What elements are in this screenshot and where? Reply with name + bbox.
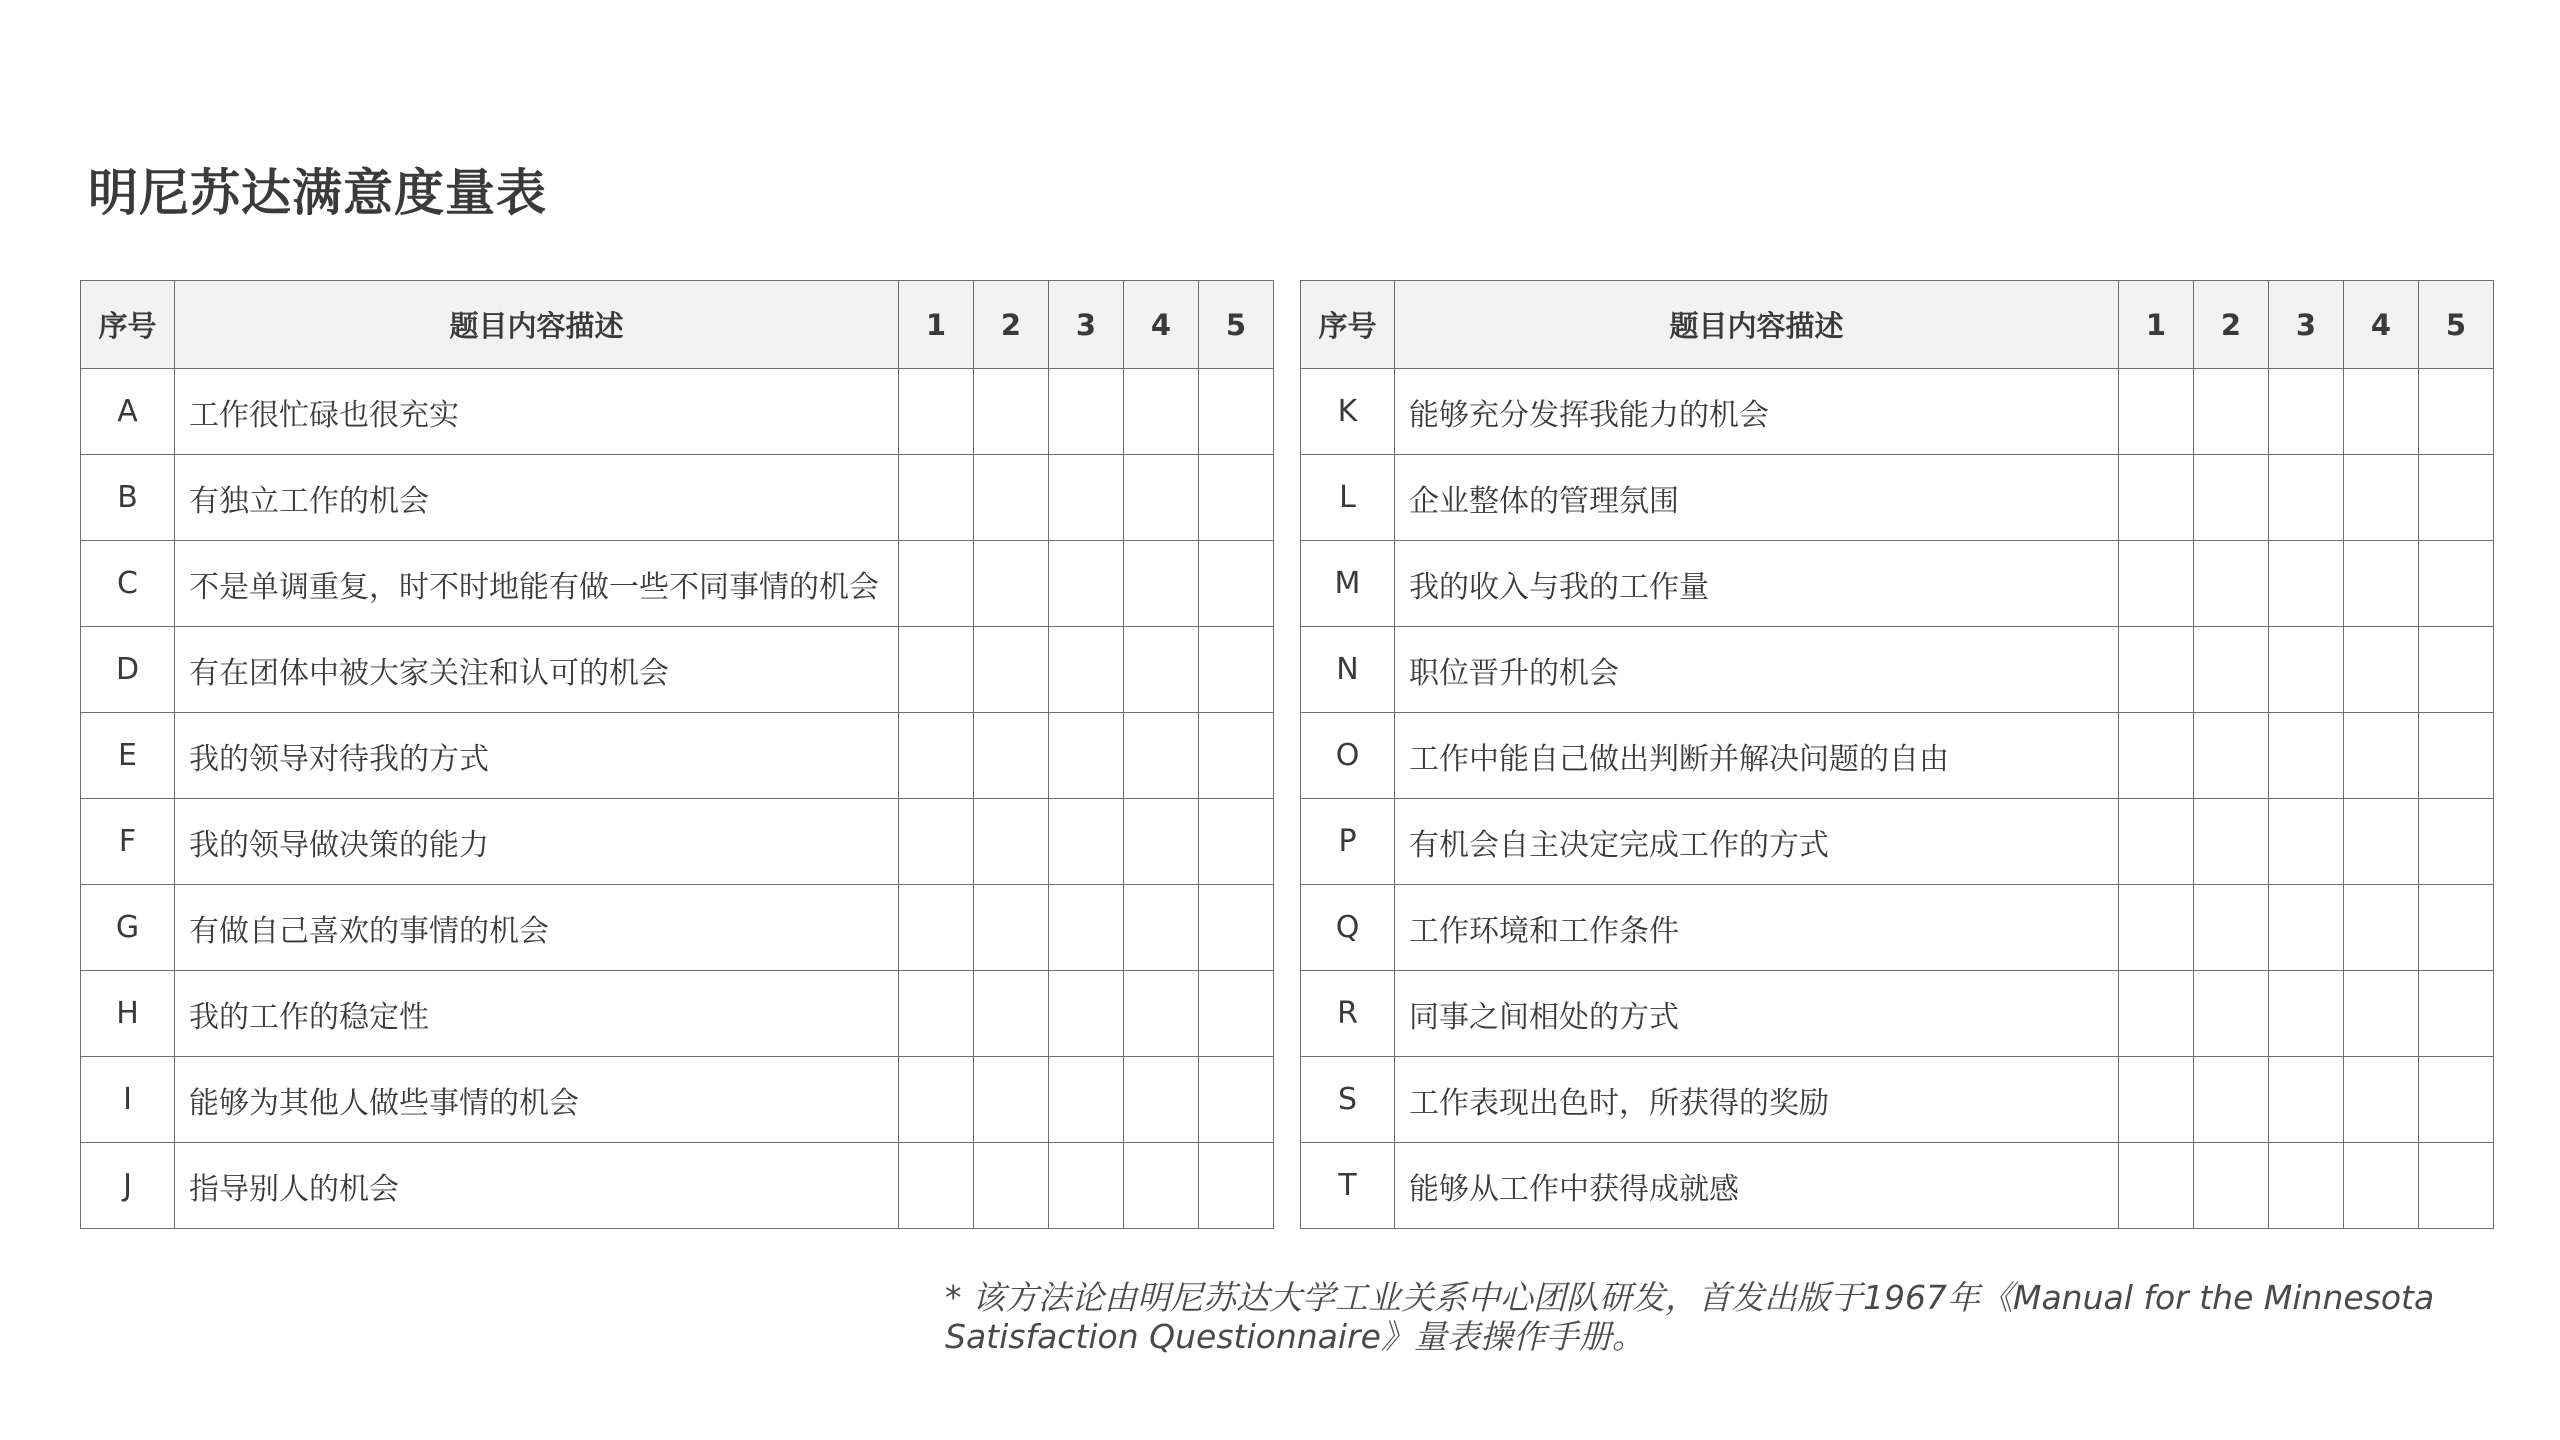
- score-cell-4[interactable]: [2344, 1143, 2419, 1229]
- table-row: [81, 1143, 1274, 1229]
- score-cell-1[interactable]: [899, 971, 974, 1057]
- score-cell-4[interactable]: [2344, 885, 2419, 971]
- item-id: L: [1301, 455, 1395, 541]
- score-cell-3[interactable]: [2269, 799, 2344, 885]
- score-cell-5[interactable]: [2419, 369, 2494, 455]
- score-cell-5[interactable]: [1199, 1143, 1274, 1229]
- item-id: B: [81, 455, 175, 541]
- score-cell-2[interactable]: [974, 369, 1049, 455]
- score-cell-1[interactable]: [899, 1143, 974, 1229]
- score-cell-5[interactable]: [1199, 713, 1274, 799]
- item-description: 工作环境和工作条件: [1395, 885, 2119, 971]
- score-cell-1[interactable]: [2119, 369, 2194, 455]
- item-description: 有机会自主决定完成工作的方式: [1395, 799, 2119, 885]
- score-cell-5[interactable]: [2419, 799, 2494, 885]
- item-description: 我的领导做决策的能力: [175, 799, 899, 885]
- item-id: D: [81, 627, 175, 713]
- score-cell-4[interactable]: [1124, 1057, 1199, 1143]
- score-cell-4[interactable]: [2344, 455, 2419, 541]
- score-cell-4[interactable]: [1124, 971, 1199, 1057]
- score-cell-3[interactable]: [2269, 1057, 2344, 1143]
- item-id: J: [81, 1143, 175, 1229]
- item-description: 同事之间相处的方式: [1395, 971, 2119, 1057]
- score-cell-5[interactable]: [2419, 627, 2494, 713]
- score-cell-5[interactable]: [1199, 627, 1274, 713]
- score-cell-2[interactable]: [2194, 971, 2269, 1057]
- score-cell-1[interactable]: [899, 713, 974, 799]
- score-cell-3[interactable]: [2269, 541, 2344, 627]
- item-description: 能够为其他人做些事情的机会: [175, 1057, 899, 1143]
- score-cell-2[interactable]: [974, 1057, 1049, 1143]
- table-row: [81, 971, 1274, 1057]
- score-cell-4[interactable]: [2344, 971, 2419, 1057]
- header-id: 序号: [1301, 281, 1395, 369]
- table-row: [81, 541, 1274, 627]
- footnote-line-1: * 该方法论由明尼苏达大学工业关系中心团队研发，首发出版于1967年《Manual for the Minnesota: [945, 1278, 2435, 1317]
- score-cell-1[interactable]: [2119, 455, 2194, 541]
- item-id: A: [81, 369, 175, 455]
- score-cell-5[interactable]: [1199, 799, 1274, 885]
- table-row: [81, 455, 1274, 541]
- item-description: 有独立工作的机会: [175, 455, 899, 541]
- score-cell-3[interactable]: [1049, 627, 1124, 713]
- header-score-5: 5: [2419, 281, 2494, 369]
- table-row: [1301, 627, 2494, 713]
- score-cell-3[interactable]: [2269, 1143, 2344, 1229]
- table-row: [1301, 713, 2494, 799]
- score-cell-1[interactable]: [2119, 541, 2194, 627]
- item-description: 工作表现出色时，所获得的奖励: [1395, 1057, 2119, 1143]
- header-score-5: 5: [1199, 281, 1274, 369]
- score-cell-1[interactable]: [2119, 713, 2194, 799]
- item-id: M: [1301, 541, 1395, 627]
- score-cell-1[interactable]: [2119, 799, 2194, 885]
- item-description: 职位晋升的机会: [1395, 627, 2119, 713]
- score-cell-1[interactable]: [899, 799, 974, 885]
- header-score-2: 2: [974, 281, 1049, 369]
- score-cell-5[interactable]: [1199, 971, 1274, 1057]
- table-row: [1301, 885, 2494, 971]
- table-row: [81, 1057, 1274, 1143]
- table-row: [1301, 455, 2494, 541]
- score-cell-1[interactable]: [2119, 1057, 2194, 1143]
- score-cell-3[interactable]: [1049, 541, 1124, 627]
- score-cell-2[interactable]: [2194, 713, 2269, 799]
- score-cell-2[interactable]: [974, 971, 1049, 1057]
- score-cell-2[interactable]: [974, 799, 1049, 885]
- score-cell-3[interactable]: [1049, 1057, 1124, 1143]
- score-cell-2[interactable]: [974, 541, 1049, 627]
- score-cell-4[interactable]: [1124, 455, 1199, 541]
- score-cell-2[interactable]: [2194, 885, 2269, 971]
- score-cell-2[interactable]: [2194, 799, 2269, 885]
- item-description: 指导别人的机会: [175, 1143, 899, 1229]
- score-cell-1[interactable]: [2119, 885, 2194, 971]
- item-description: 我的工作的稳定性: [175, 971, 899, 1057]
- header-desc: 题目内容描述: [1395, 281, 2119, 369]
- table-row: [1301, 799, 2494, 885]
- score-cell-1[interactable]: [899, 369, 974, 455]
- score-cell-4[interactable]: [2344, 541, 2419, 627]
- item-description: 我的收入与我的工作量: [1395, 541, 2119, 627]
- item-id: G: [81, 885, 175, 971]
- item-id: Q: [1301, 885, 1395, 971]
- item-description: 能够充分发挥我能力的机会: [1395, 369, 2119, 455]
- item-description: 企业整体的管理氛围: [1395, 455, 2119, 541]
- score-cell-5[interactable]: [2419, 713, 2494, 799]
- footnote: [945, 1278, 2445, 1356]
- score-cell-4[interactable]: [2344, 799, 2419, 885]
- survey-table-right: [1300, 280, 2494, 1229]
- item-description: 工作中能自己做出判断并解决问题的自由: [1395, 713, 2119, 799]
- score-cell-2[interactable]: [2194, 1057, 2269, 1143]
- score-cell-2[interactable]: [2194, 1143, 2269, 1229]
- score-cell-4[interactable]: [2344, 627, 2419, 713]
- score-cell-4[interactable]: [2344, 713, 2419, 799]
- table-row: [1301, 369, 2494, 455]
- score-cell-1[interactable]: [899, 541, 974, 627]
- score-cell-3[interactable]: [2269, 971, 2344, 1057]
- item-id: I: [81, 1057, 175, 1143]
- item-id: K: [1301, 369, 1395, 455]
- score-cell-3[interactable]: [1049, 799, 1124, 885]
- item-description: 工作很忙碌也很充实: [175, 369, 899, 455]
- score-cell-1[interactable]: [899, 627, 974, 713]
- header-score-4: 4: [1124, 281, 1199, 369]
- score-cell-5[interactable]: [2419, 541, 2494, 627]
- table-row: [1301, 971, 2494, 1057]
- score-cell-4[interactable]: [1124, 369, 1199, 455]
- score-cell-5[interactable]: [2419, 1143, 2494, 1229]
- score-cell-3[interactable]: [1049, 369, 1124, 455]
- score-cell-5[interactable]: [2419, 1057, 2494, 1143]
- item-id: R: [1301, 971, 1395, 1057]
- score-cell-5[interactable]: [1199, 369, 1274, 455]
- table-row: [81, 713, 1274, 799]
- footnote-line-2: Satisfaction Questionnaire》量表操作手册。: [945, 1317, 1645, 1356]
- score-cell-4[interactable]: [1124, 541, 1199, 627]
- table-row: [1301, 1057, 2494, 1143]
- table-row: [81, 885, 1274, 971]
- item-id: P: [1301, 799, 1395, 885]
- score-cell-1[interactable]: [2119, 971, 2194, 1057]
- table-header-row: [1301, 281, 2494, 369]
- item-id: S: [1301, 1057, 1395, 1143]
- score-cell-3[interactable]: [1049, 971, 1124, 1057]
- score-cell-3[interactable]: [1049, 455, 1124, 541]
- score-cell-1[interactable]: [899, 455, 974, 541]
- page-title: 明尼苏达满意度量表: [88, 164, 547, 222]
- score-cell-3[interactable]: [1049, 885, 1124, 971]
- score-cell-5[interactable]: [1199, 541, 1274, 627]
- item-id: H: [81, 971, 175, 1057]
- score-cell-2[interactable]: [974, 627, 1049, 713]
- score-cell-4[interactable]: [1124, 1143, 1199, 1229]
- header-score-2: 2: [2194, 281, 2269, 369]
- score-cell-1[interactable]: [2119, 627, 2194, 713]
- score-cell-3[interactable]: [2269, 369, 2344, 455]
- score-cell-4[interactable]: [2344, 369, 2419, 455]
- score-cell-3[interactable]: [1049, 1143, 1124, 1229]
- score-cell-3[interactable]: [2269, 885, 2344, 971]
- score-cell-5[interactable]: [2419, 971, 2494, 1057]
- score-cell-4[interactable]: [1124, 713, 1199, 799]
- score-cell-5[interactable]: [1199, 455, 1274, 541]
- item-id: F: [81, 799, 175, 885]
- table-header-row: [81, 281, 1274, 369]
- item-id: C: [81, 541, 175, 627]
- item-description: 不是单调重复，时不时地能有做一些不同事情的机会: [175, 541, 899, 627]
- table-row: [81, 627, 1274, 713]
- score-cell-5[interactable]: [1199, 885, 1274, 971]
- score-cell-5[interactable]: [1199, 1057, 1274, 1143]
- item-description: 我的领导对待我的方式: [175, 713, 899, 799]
- header-id: 序号: [81, 281, 175, 369]
- score-cell-2[interactable]: [2194, 455, 2269, 541]
- score-cell-4[interactable]: [1124, 799, 1199, 885]
- header-score-1: 1: [2119, 281, 2194, 369]
- table-row: [81, 369, 1274, 455]
- score-cell-1[interactable]: [2119, 1143, 2194, 1229]
- score-cell-2[interactable]: [2194, 369, 2269, 455]
- item-id: O: [1301, 713, 1395, 799]
- score-cell-2[interactable]: [974, 455, 1049, 541]
- score-cell-4[interactable]: [1124, 627, 1199, 713]
- score-cell-1[interactable]: [899, 885, 974, 971]
- score-cell-3[interactable]: [2269, 713, 2344, 799]
- header-score-3: 3: [2269, 281, 2344, 369]
- table-row: [1301, 541, 2494, 627]
- item-description: 有在团体中被大家关注和认可的机会: [175, 627, 899, 713]
- score-cell-3[interactable]: [2269, 455, 2344, 541]
- header-score-4: 4: [2344, 281, 2419, 369]
- table-row: [81, 799, 1274, 885]
- score-cell-2[interactable]: [974, 1143, 1049, 1229]
- score-cell-3[interactable]: [2269, 627, 2344, 713]
- score-cell-4[interactable]: [1124, 885, 1199, 971]
- score-cell-5[interactable]: [2419, 455, 2494, 541]
- table-row: [1301, 1143, 2494, 1229]
- item-id: N: [1301, 627, 1395, 713]
- score-cell-5[interactable]: [2419, 885, 2494, 971]
- item-id: E: [81, 713, 175, 799]
- item-id: T: [1301, 1143, 1395, 1229]
- score-cell-2[interactable]: [2194, 627, 2269, 713]
- header-score-1: 1: [899, 281, 974, 369]
- survey-table-left: [80, 280, 1274, 1229]
- header-desc: 题目内容描述: [175, 281, 899, 369]
- score-cell-2[interactable]: [2194, 541, 2269, 627]
- item-description: 能够从工作中获得成就感: [1395, 1143, 2119, 1229]
- score-cell-4[interactable]: [2344, 1057, 2419, 1143]
- score-cell-3[interactable]: [1049, 713, 1124, 799]
- score-cell-2[interactable]: [974, 885, 1049, 971]
- item-description: 有做自己喜欢的事情的机会: [175, 885, 899, 971]
- score-cell-1[interactable]: [899, 1057, 974, 1143]
- header-score-3: 3: [1049, 281, 1124, 369]
- score-cell-2[interactable]: [974, 713, 1049, 799]
